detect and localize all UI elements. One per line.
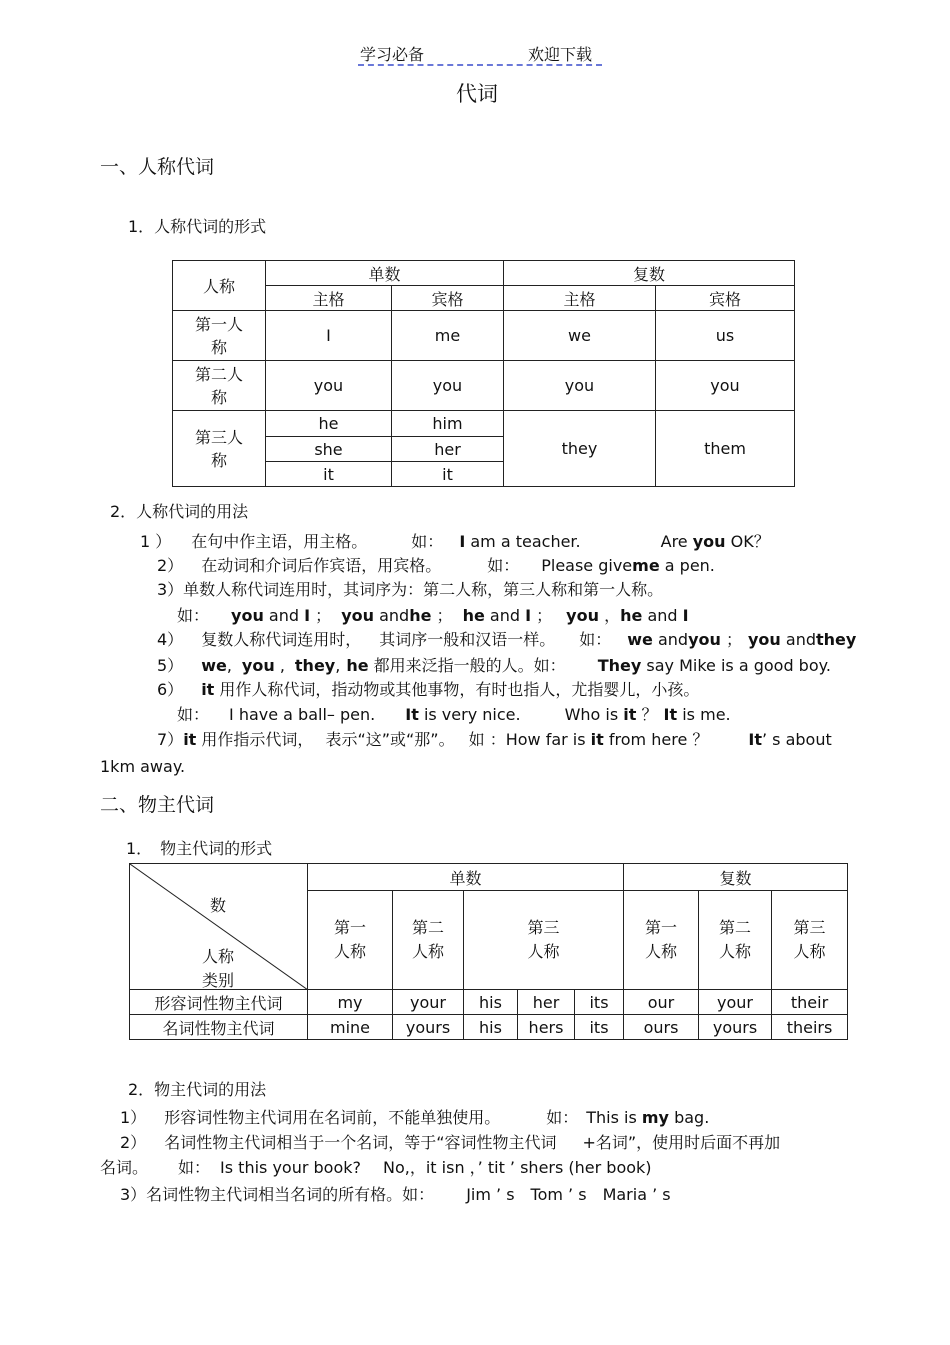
text: 名词性物主代词相当于一个名词，等于“容词性物主代词	[164, 1133, 557, 1152]
t: 人称	[718, 942, 751, 962]
eg: 如：	[579, 630, 612, 649]
ex: we	[627, 630, 653, 649]
ex: he	[462, 606, 485, 625]
th-third	[464, 891, 624, 990]
usage-line-3: 3）单数人称代词连用时，其词序为：第二人称，第三人称和第一人称。	[157, 580, 664, 599]
cell: them	[656, 411, 795, 487]
section2-sub2: 2．物主代词的用法	[128, 1080, 267, 1099]
usage-line-2	[157, 556, 715, 576]
cell: us	[656, 311, 795, 361]
usage-line-3b	[177, 606, 689, 626]
t: 人称	[793, 942, 826, 962]
cell: his	[464, 990, 518, 1015]
cell: you	[504, 361, 656, 411]
ex: I	[682, 606, 689, 625]
t: 第三	[793, 918, 826, 938]
cell: you	[392, 361, 504, 411]
cell: your	[699, 990, 772, 1015]
text: 用作指示代词，	[201, 730, 314, 749]
usage-line-6b	[177, 705, 731, 725]
ex: is me.	[682, 705, 731, 724]
section1-heading: 一、人称代词	[100, 156, 215, 178]
eg: 如：	[411, 532, 444, 551]
num: 1 ）	[140, 532, 172, 551]
ex: he	[620, 606, 643, 625]
ex: ；	[536, 606, 553, 625]
cell: ours	[624, 1015, 699, 1040]
ex: my	[641, 1108, 669, 1127]
cell: its	[575, 990, 624, 1015]
cell: yours	[393, 1015, 464, 1040]
ex: from here ？	[608, 730, 709, 749]
cell: her	[392, 437, 504, 462]
ex: you	[748, 630, 781, 649]
cell: me	[392, 311, 504, 361]
text: +名词”，使用时后面不再加	[582, 1133, 781, 1152]
ex: they	[816, 630, 857, 649]
usage-line-7	[157, 730, 832, 750]
eg: 如：	[178, 1158, 211, 1177]
ex: ；	[725, 630, 742, 649]
num: 5）	[157, 656, 184, 675]
t: 第一	[644, 918, 677, 938]
ex: Tom ’ s	[530, 1185, 587, 1204]
th-p-obj: 宾格	[656, 286, 795, 311]
cell: his	[464, 1015, 518, 1040]
ex: I	[304, 606, 311, 625]
th-s-subj: 主格	[266, 286, 392, 311]
ex: you	[231, 606, 264, 625]
ex: it	[183, 730, 197, 749]
cell: it	[392, 462, 504, 487]
text: 在动词和介词后作宾语，用宾格。	[201, 556, 442, 575]
ex: Please give	[541, 556, 633, 575]
th-second	[393, 891, 464, 990]
diag-mid: 人称	[202, 947, 235, 966]
ex: It	[663, 705, 678, 724]
eg: 如：	[177, 705, 210, 724]
th-first-pl	[624, 891, 699, 990]
text: 形容词性物主代词用在名词前，不能单独使用。	[164, 1108, 501, 1127]
ex: is very nice.	[423, 705, 521, 724]
th-plural: 复数	[624, 864, 848, 891]
ex: say Mike is a good boy.	[646, 656, 831, 675]
ex: 如 ：How far is	[468, 730, 586, 749]
ex: ’ s about	[761, 730, 832, 749]
cell: its	[575, 1015, 624, 1040]
t: 第二	[718, 918, 751, 938]
ex: am a teacher.	[470, 532, 581, 551]
cell: their	[772, 990, 848, 1015]
cell: she	[266, 437, 392, 462]
ex: bag.	[674, 1108, 710, 1127]
diag-header	[130, 864, 308, 990]
ex: pen.	[340, 705, 376, 724]
usage-line-4	[157, 630, 856, 650]
text: 表示“这”或“那”。	[325, 730, 455, 749]
s2-usage-line-2	[120, 1133, 780, 1153]
row-first-label: 第一人称	[194, 314, 243, 357]
t: 人称	[333, 942, 366, 962]
section1-sub1: 1．人称代词的形式	[128, 217, 267, 236]
ex: Maria ’ s	[602, 1185, 671, 1204]
s2-usage-line-3	[120, 1185, 671, 1205]
t: 第三	[527, 918, 560, 938]
th-third-pl	[772, 891, 848, 990]
ex: They	[597, 656, 642, 675]
ex: ；	[436, 606, 453, 625]
ex: I	[525, 606, 532, 625]
cell: you	[656, 361, 795, 411]
ex: No,，it isn ，’ tit ’ shers (her book)	[383, 1158, 652, 1177]
ex: a pen.	[664, 556, 715, 575]
num: 2）	[157, 556, 184, 575]
cell: hers	[518, 1015, 575, 1040]
ex: It	[748, 730, 762, 749]
ex: ；	[315, 606, 332, 625]
th-singular: 单数	[308, 864, 624, 891]
ex: and	[379, 606, 410, 625]
cell: we	[504, 311, 656, 361]
diag-bot: 类别	[202, 971, 235, 990]
th-s-obj: 宾格	[392, 286, 504, 311]
cell: you	[266, 361, 392, 411]
cell: our	[624, 990, 699, 1015]
ex: and	[657, 630, 689, 649]
t: 人称	[411, 942, 444, 962]
text: 用作人称代词，指动物或其他事物，有时也指人，尤指婴儿，小孩。	[219, 680, 700, 699]
th-first	[308, 891, 393, 990]
ex: me	[632, 556, 660, 575]
t: 第一	[333, 918, 366, 938]
ex: I have a ball–	[229, 705, 335, 724]
t: 第二	[411, 918, 444, 938]
cell: he	[266, 411, 392, 437]
ex: It	[405, 705, 419, 724]
section2-sub1: 1． 物主代词的形式	[126, 839, 273, 858]
cell: your	[393, 990, 464, 1015]
th-second-pl	[699, 891, 772, 990]
t: 人称	[527, 942, 560, 962]
ex: Jim ’ s	[466, 1185, 515, 1204]
ex: it	[590, 730, 604, 749]
th-p-subj: 主格	[504, 286, 656, 311]
ex: and	[785, 630, 817, 649]
eg: 如：	[546, 1108, 579, 1127]
header-right: 欢迎下载	[528, 45, 593, 64]
text: 3）名词性物主代词相当名词的所有格。如：	[120, 1185, 435, 1204]
ex: you	[692, 532, 726, 551]
eg: 如：	[487, 556, 520, 575]
num: 7）	[157, 730, 184, 749]
text: 复数人称代词连用时，	[201, 630, 362, 649]
cell: theirs	[772, 1015, 848, 1040]
s2-usage-line-2b	[100, 1158, 652, 1178]
ex: you	[688, 630, 721, 649]
ex: he	[346, 656, 369, 675]
ex: it	[201, 680, 215, 699]
cell: him	[392, 411, 504, 437]
usage-line-1	[140, 532, 770, 552]
ex: ？	[641, 705, 658, 724]
cell: it	[266, 462, 392, 487]
header-left: 学习必备	[360, 45, 425, 64]
cell: I	[266, 311, 392, 361]
usage-line-5: 5） we, you , they, he 都用来泛指一般的人。如： They say Mike is a good boy.	[157, 656, 831, 675]
ex: ，	[604, 606, 621, 625]
ex: Is this your book?	[220, 1158, 362, 1177]
ex: Are	[660, 532, 688, 551]
num: 6）	[157, 680, 184, 699]
row1-label: 形容词性物主代词	[130, 990, 308, 1015]
ex: he	[409, 606, 432, 625]
ex: they	[294, 656, 336, 675]
th-person: 人称	[173, 261, 266, 311]
num: 1）	[120, 1108, 147, 1127]
num: 4）	[157, 630, 184, 649]
section1-sub2: 2．人称代词的用法	[110, 502, 249, 521]
section2-heading: 二、物主代词	[100, 794, 215, 816]
personal-pronoun-table	[172, 260, 795, 487]
header-underline	[358, 64, 602, 66]
ex: you	[566, 606, 599, 625]
ex: and	[647, 606, 678, 625]
text: 其词序一般和汉语一样。	[379, 630, 556, 649]
usage-line-6	[157, 680, 699, 700]
num: 2）	[120, 1133, 147, 1152]
t: 人称	[644, 942, 677, 962]
row-third-label: 第三人称	[194, 427, 243, 470]
cell: they	[504, 411, 656, 487]
usage-line-7b: 1km away.	[100, 757, 186, 776]
cell: my	[308, 990, 393, 1015]
diag-top: 数	[210, 896, 227, 915]
text: 名词。	[100, 1158, 149, 1177]
th-plural: 复数	[504, 261, 795, 286]
ex: and	[268, 606, 300, 625]
ex: we	[201, 656, 227, 675]
row2-label: 名词性物主代词	[130, 1015, 308, 1040]
s2-usage-line-1	[120, 1108, 709, 1128]
ex: and	[489, 606, 521, 625]
cell: her	[518, 990, 575, 1015]
eg: 如：	[177, 606, 210, 625]
text: 都用来泛指一般的人。如：	[373, 656, 566, 675]
text: 在句中作主语，用主格。	[191, 532, 368, 551]
ex: it	[623, 705, 637, 724]
ex: This is	[586, 1108, 637, 1127]
ex: I	[459, 532, 466, 551]
ex: Who is	[564, 705, 619, 724]
ex: you	[241, 656, 275, 675]
page-title: 代词	[456, 82, 498, 106]
cell: mine	[308, 1015, 393, 1040]
ex: OK？	[730, 532, 770, 551]
th-singular: 单数	[266, 261, 504, 286]
cell: yours	[699, 1015, 772, 1040]
ex: you	[341, 606, 374, 625]
possessive-pronoun-table	[129, 863, 848, 1040]
row-second-label: 第二人称	[194, 364, 243, 407]
